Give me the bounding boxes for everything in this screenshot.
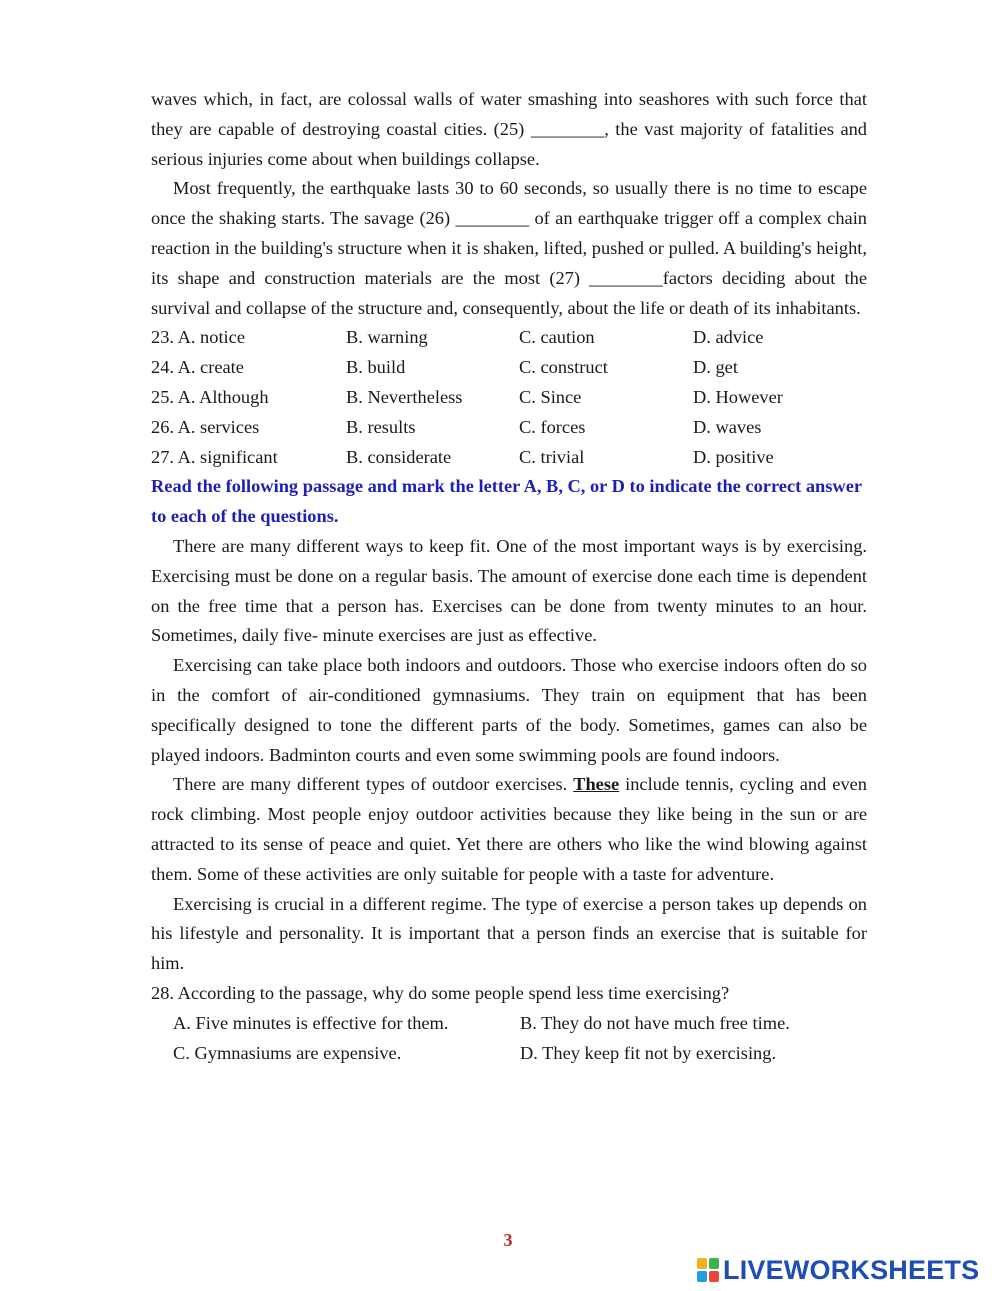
page-number: 3 [503,1230,513,1250]
option-row-23 [151,323,867,353]
paragraph-3-lead: There are many different types of outdoor exercises. [173,774,574,795]
option-24-c[interactable]: C. construct [519,357,608,378]
passage1-paragraph-1: waves which, in fact, are colossal walls of water smashing into seashores with such force that they are capable of destroying coastal cities. (25) ________, the vast majority of fatalities and serious injuries come about when buildings collapse. [151,89,867,169]
option-24-b[interactable]: B. build [346,357,406,378]
option-24-d[interactable]: D. get [693,357,738,378]
logo-block-2 [709,1258,719,1269]
question-28-option-c[interactable]: C. Gymnasiums are expensive. [173,1042,402,1063]
option-23-a[interactable]: 23. A. notice [151,327,245,348]
option-27-a[interactable]: 27. A. significant [151,446,278,467]
logo-block-3 [697,1271,707,1282]
option-24-a[interactable]: 24. A. create [151,357,244,378]
question-28-row-2 [151,1039,867,1069]
passage1-paragraph-2: Most frequently, the earthquake lasts 30 to 60 seconds, so usually there is no time to escape once the shaking starts. The savage (26) ________ of an earthquake trigger off a complex chain reaction in the building's structure when it is shaken, lifted, pushed or pulled. A building's height, its shape and construction materials are the most (27) ________factors deciding about the survival and collapse of the structure and, consequently, about the life or death of its inhabitants. [151,178,867,318]
question-28-option-d[interactable]: D. They keep fit not by exercising. [520,1042,777,1063]
option-23-c[interactable]: C. caution [519,327,595,348]
option-26-a[interactable]: 26. A. services [151,416,260,437]
question-28-option-b[interactable]: B. They do not have much free time. [520,1012,790,1033]
passage2-paragraph-1: There are many different ways to keep fit. One of the most important ways is by exercising. Exercising must be done on a regular basis. The amount of exercise done each time is dependent on the free time that a person has. Exercises can be done from twenty minutes to an hour. Sometimes, daily five- minute exercises are just as effective. [151,535,867,646]
option-27-d[interactable]: D. positive [693,446,774,467]
question-28-stem: 28. According to the passage, why do some people spend less time exercising? [151,982,730,1003]
option-23-d[interactable]: D. advice [693,327,764,348]
option-25-c[interactable]: C. Since [519,386,582,407]
option-26-d[interactable]: D. waves [693,416,762,437]
option-row-24 [151,353,867,383]
document-body [151,85,867,1068]
option-26-b[interactable]: B. results [346,416,416,437]
option-27-c[interactable]: C. trivial [519,446,585,467]
option-25-a[interactable]: 25. A. Although [151,386,269,407]
passage2-paragraph-4: Exercising is crucial in a different regime. The type of exercise a person takes up depends on his lifestyle and personality. It is important that a person finds an exercise that is suitable for him. [151,893,867,974]
option-row-27 [151,443,867,473]
section-instruction: Read the following passage and mark the letter A, B, C, or D to indicate the correct answer to each of the questions. [151,476,862,527]
logo-block-1 [697,1258,707,1269]
logo-block-4 [709,1271,719,1282]
paragraph-3-rest: include tennis, cycling and even rock climbing. Most people enjoy outdoor activities because they like being in the sun or are attracted to its sense of peace and quiet. Yet there are others who like the wind blowing against them. Some of these activities are only suitable for people with a taste for adventure. [151,774,867,884]
question-28 [151,979,867,1068]
option-25-b[interactable]: B. Nevertheless [346,386,463,407]
option-23-b[interactable]: B. warning [346,327,428,348]
blocks-icon [697,1258,719,1282]
option-25-d[interactable]: D. However [693,386,783,407]
option-row-26 [151,413,867,443]
passage2-paragraph-3 [151,770,867,889]
question-28-option-a[interactable]: A. Five minutes is effective for them. [173,1012,449,1033]
brand-name: LIVEWORKSHEETS [723,1254,980,1285]
option-26-c[interactable]: C. forces [519,416,586,437]
options-table [151,323,867,472]
liveworksheets-logo[interactable] [697,1255,979,1285]
question-28-row-1 [151,1009,867,1039]
option-27-b[interactable]: B. considerate [346,446,452,467]
option-row-25 [151,383,867,413]
referenced-word: These [573,774,620,795]
passage2-paragraph-2: Exercising can take place both indoors and outdoors. Those who exercise indoors often do so in the comfort of air-conditioned gymnasiums. They train on equipment that has been specifically designed to tone the different parts of the body. Sometimes, games can also be played indoors. Badminton courts and even some swimming pools are found indoors. [151,655,867,765]
